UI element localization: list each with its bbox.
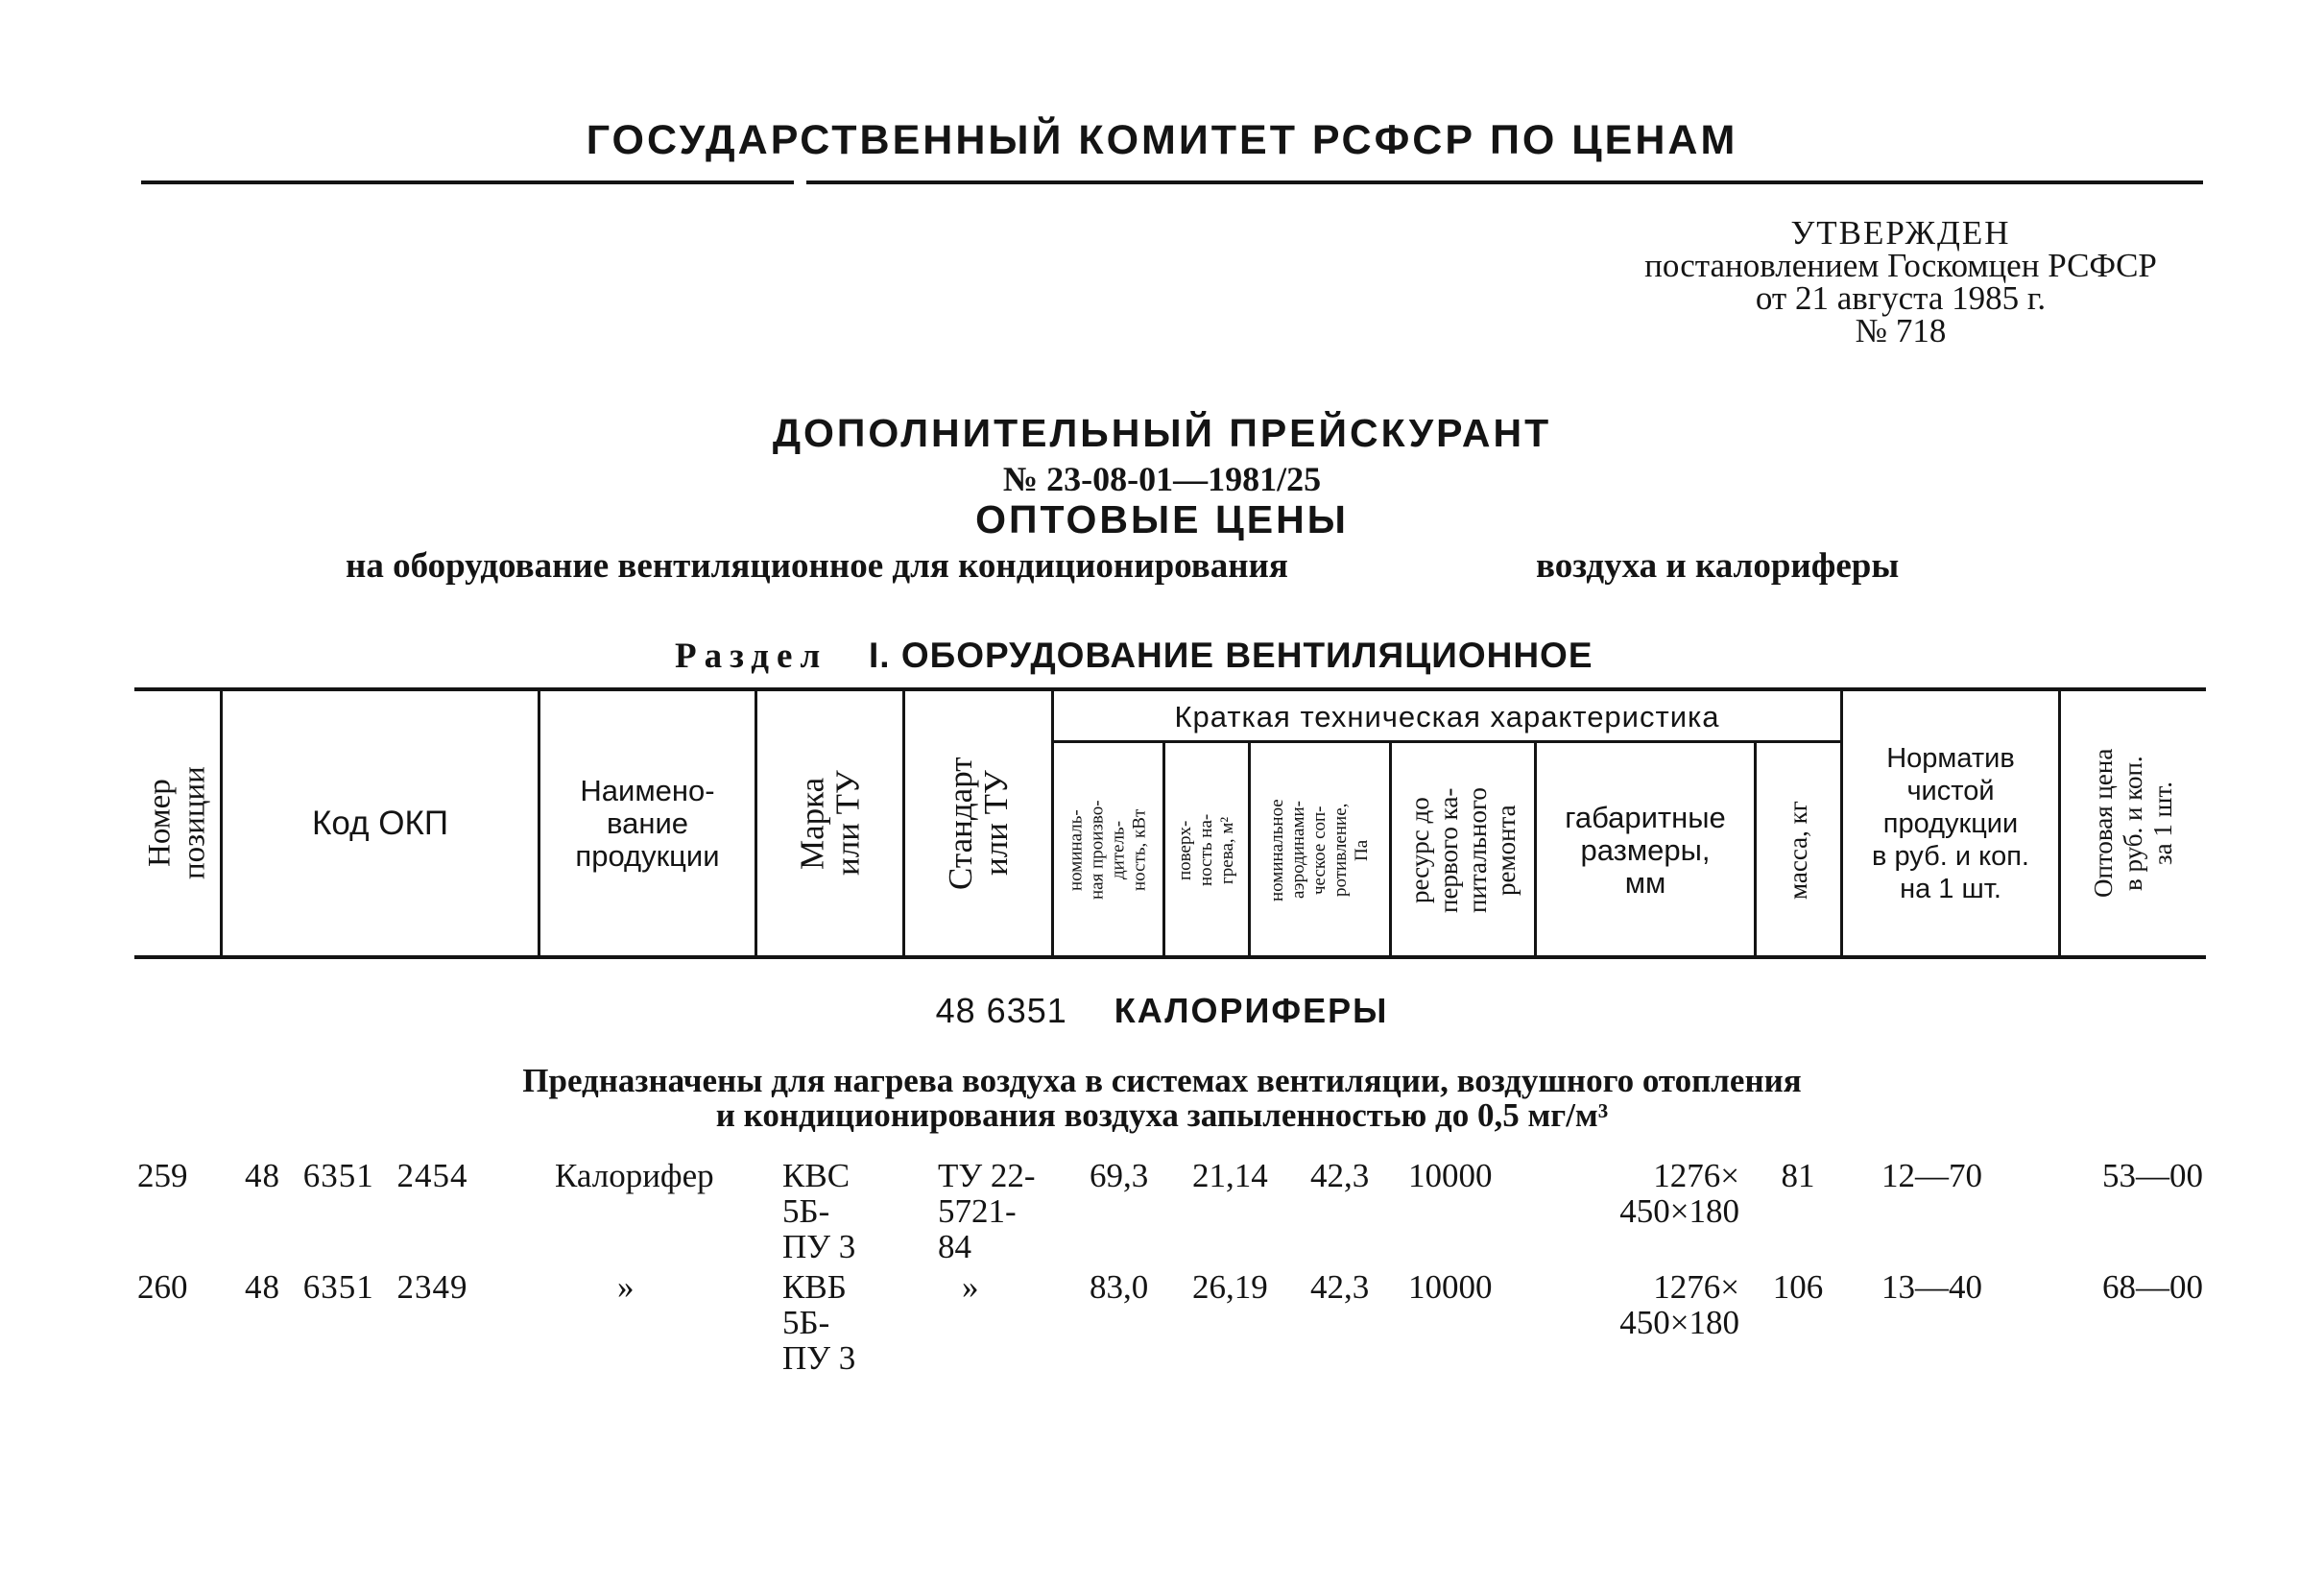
cell-brand: КВБ 5Б- ПУ 3	[782, 1268, 856, 1377]
cell-norm: 12—70	[1881, 1157, 1982, 1194]
header-rule-right	[806, 180, 2203, 184]
header-dimensions: габаритные размеры, мм	[1565, 800, 1726, 900]
header-name: Наимено- вание продукции	[575, 773, 720, 873]
section-title: I. ОБОРУДОВАНИЕ ВЕНТИЛЯЦИОННОЕ	[869, 636, 1593, 675]
committee-title: ГОСУДАРСТВЕННЫЙ КОМИТЕТ РСФСР ПО ЦЕНАМ	[586, 117, 1738, 163]
cell-mass: 81	[1781, 1157, 1815, 1194]
header-okp: Код ОКП	[312, 804, 448, 842]
subtitle-part-2: воздуха и калориферы	[1536, 546, 1900, 586]
group-name: КАЛОРИФЕРЫ	[1114, 991, 1389, 1030]
cell-okp: 48 6351 2454	[245, 1157, 468, 1194]
cell-capacity: 69,3	[1090, 1157, 1149, 1194]
header-tech-group: Краткая техническая характеристика	[1174, 699, 1720, 733]
cell-name: Калорифер	[555, 1157, 714, 1194]
header-resource: ресурс до первого ка- питального ремонта	[1405, 787, 1521, 913]
table-top-rule	[134, 687, 2206, 691]
cell-position: 260	[137, 1268, 188, 1306]
cell-standard: »	[962, 1268, 979, 1306]
cell-surface: 26,19	[1192, 1268, 1268, 1306]
cell-mass: 106	[1772, 1268, 1824, 1306]
cell-surface: 21,14	[1192, 1157, 1268, 1194]
section-label: Раздел	[675, 637, 828, 676]
wholesale-prices-title: ОПТОВЫЕ ЦЕНЫ	[975, 497, 1349, 541]
cell-brand: КВС 5Б- ПУ 3	[782, 1157, 856, 1265]
cell-resistance: 42,3	[1310, 1157, 1370, 1194]
tech-group-rule	[1053, 740, 1840, 743]
header-capacity: номиналь- ная произво- дитель- ность, кВт	[1066, 800, 1150, 901]
group-description-2: и кондиционирования воздуха запыленностью до 0,5 мг/м³	[715, 1096, 1609, 1134]
cell-capacity: 83,0	[1090, 1268, 1149, 1306]
group-heading	[0, 991, 2324, 1031]
approval-line-4: № 718	[1855, 312, 1947, 349]
header-brand: Марка или ТУ	[793, 770, 867, 877]
table-header-bottom-rule	[134, 955, 2206, 959]
header-surface: поверх- ность на- грева, м²	[1175, 813, 1237, 887]
header-standard: Стандарт или ТУ	[942, 757, 1015, 890]
cell-resource: 10000	[1408, 1157, 1493, 1194]
header-price: Оптовая цена в руб. и коп. за 1 шт.	[2089, 748, 2177, 899]
cell-position: 259	[137, 1157, 188, 1194]
cell-dimensions: 1276× 450×180	[1619, 1268, 1739, 1341]
header-norm: Норматив чистой продукции в руб. и коп. на 1 шт.	[1872, 742, 2029, 904]
cell-okp: 48 6351 2349	[245, 1268, 468, 1306]
header-rule-left	[141, 180, 794, 184]
header-resistance: номинальное аэродинами- ческое соп- ротивление, Па	[1267, 799, 1372, 902]
approval-line-1: УТВЕРЖДЕН	[1790, 214, 2011, 252]
approval-line-2: постановлением Госкомцен РСФСР	[1644, 247, 2157, 284]
cell-resource: 10000	[1408, 1268, 1493, 1306]
approval-line-3: от 21 августа 1985 г.	[1755, 279, 2047, 317]
cell-price: 53—00	[2102, 1157, 2203, 1194]
cell-standard: ТУ 22- 5721- 84	[938, 1157, 1036, 1265]
price-list-number: № 23-08-01—1981/25	[1002, 460, 1322, 498]
cell-price: 68—00	[2102, 1268, 2203, 1306]
header-mass: масса, кг	[1784, 801, 1812, 900]
cell-dimensions: 1276× 450×180	[1619, 1157, 1739, 1230]
header-position: Номер позиции	[142, 766, 212, 880]
group-code: 48 6351	[935, 991, 1067, 1030]
cell-norm: 13—40	[1881, 1268, 1982, 1306]
approval-block	[1574, 214, 2227, 349]
group-description-1: Предназначены для нагрева воздуха в системах вентиляции, воздушного отопления	[522, 1062, 1802, 1099]
cell-resistance: 42,3	[1310, 1268, 1370, 1306]
subtitle-part-1: на оборудование вентиляционное для кондиционирования	[346, 546, 1288, 586]
cell-name: »	[617, 1268, 635, 1306]
document-title: ДОПОЛНИТЕЛЬНЫЙ ПРЕЙСКУРАНТ	[772, 411, 1552, 455]
